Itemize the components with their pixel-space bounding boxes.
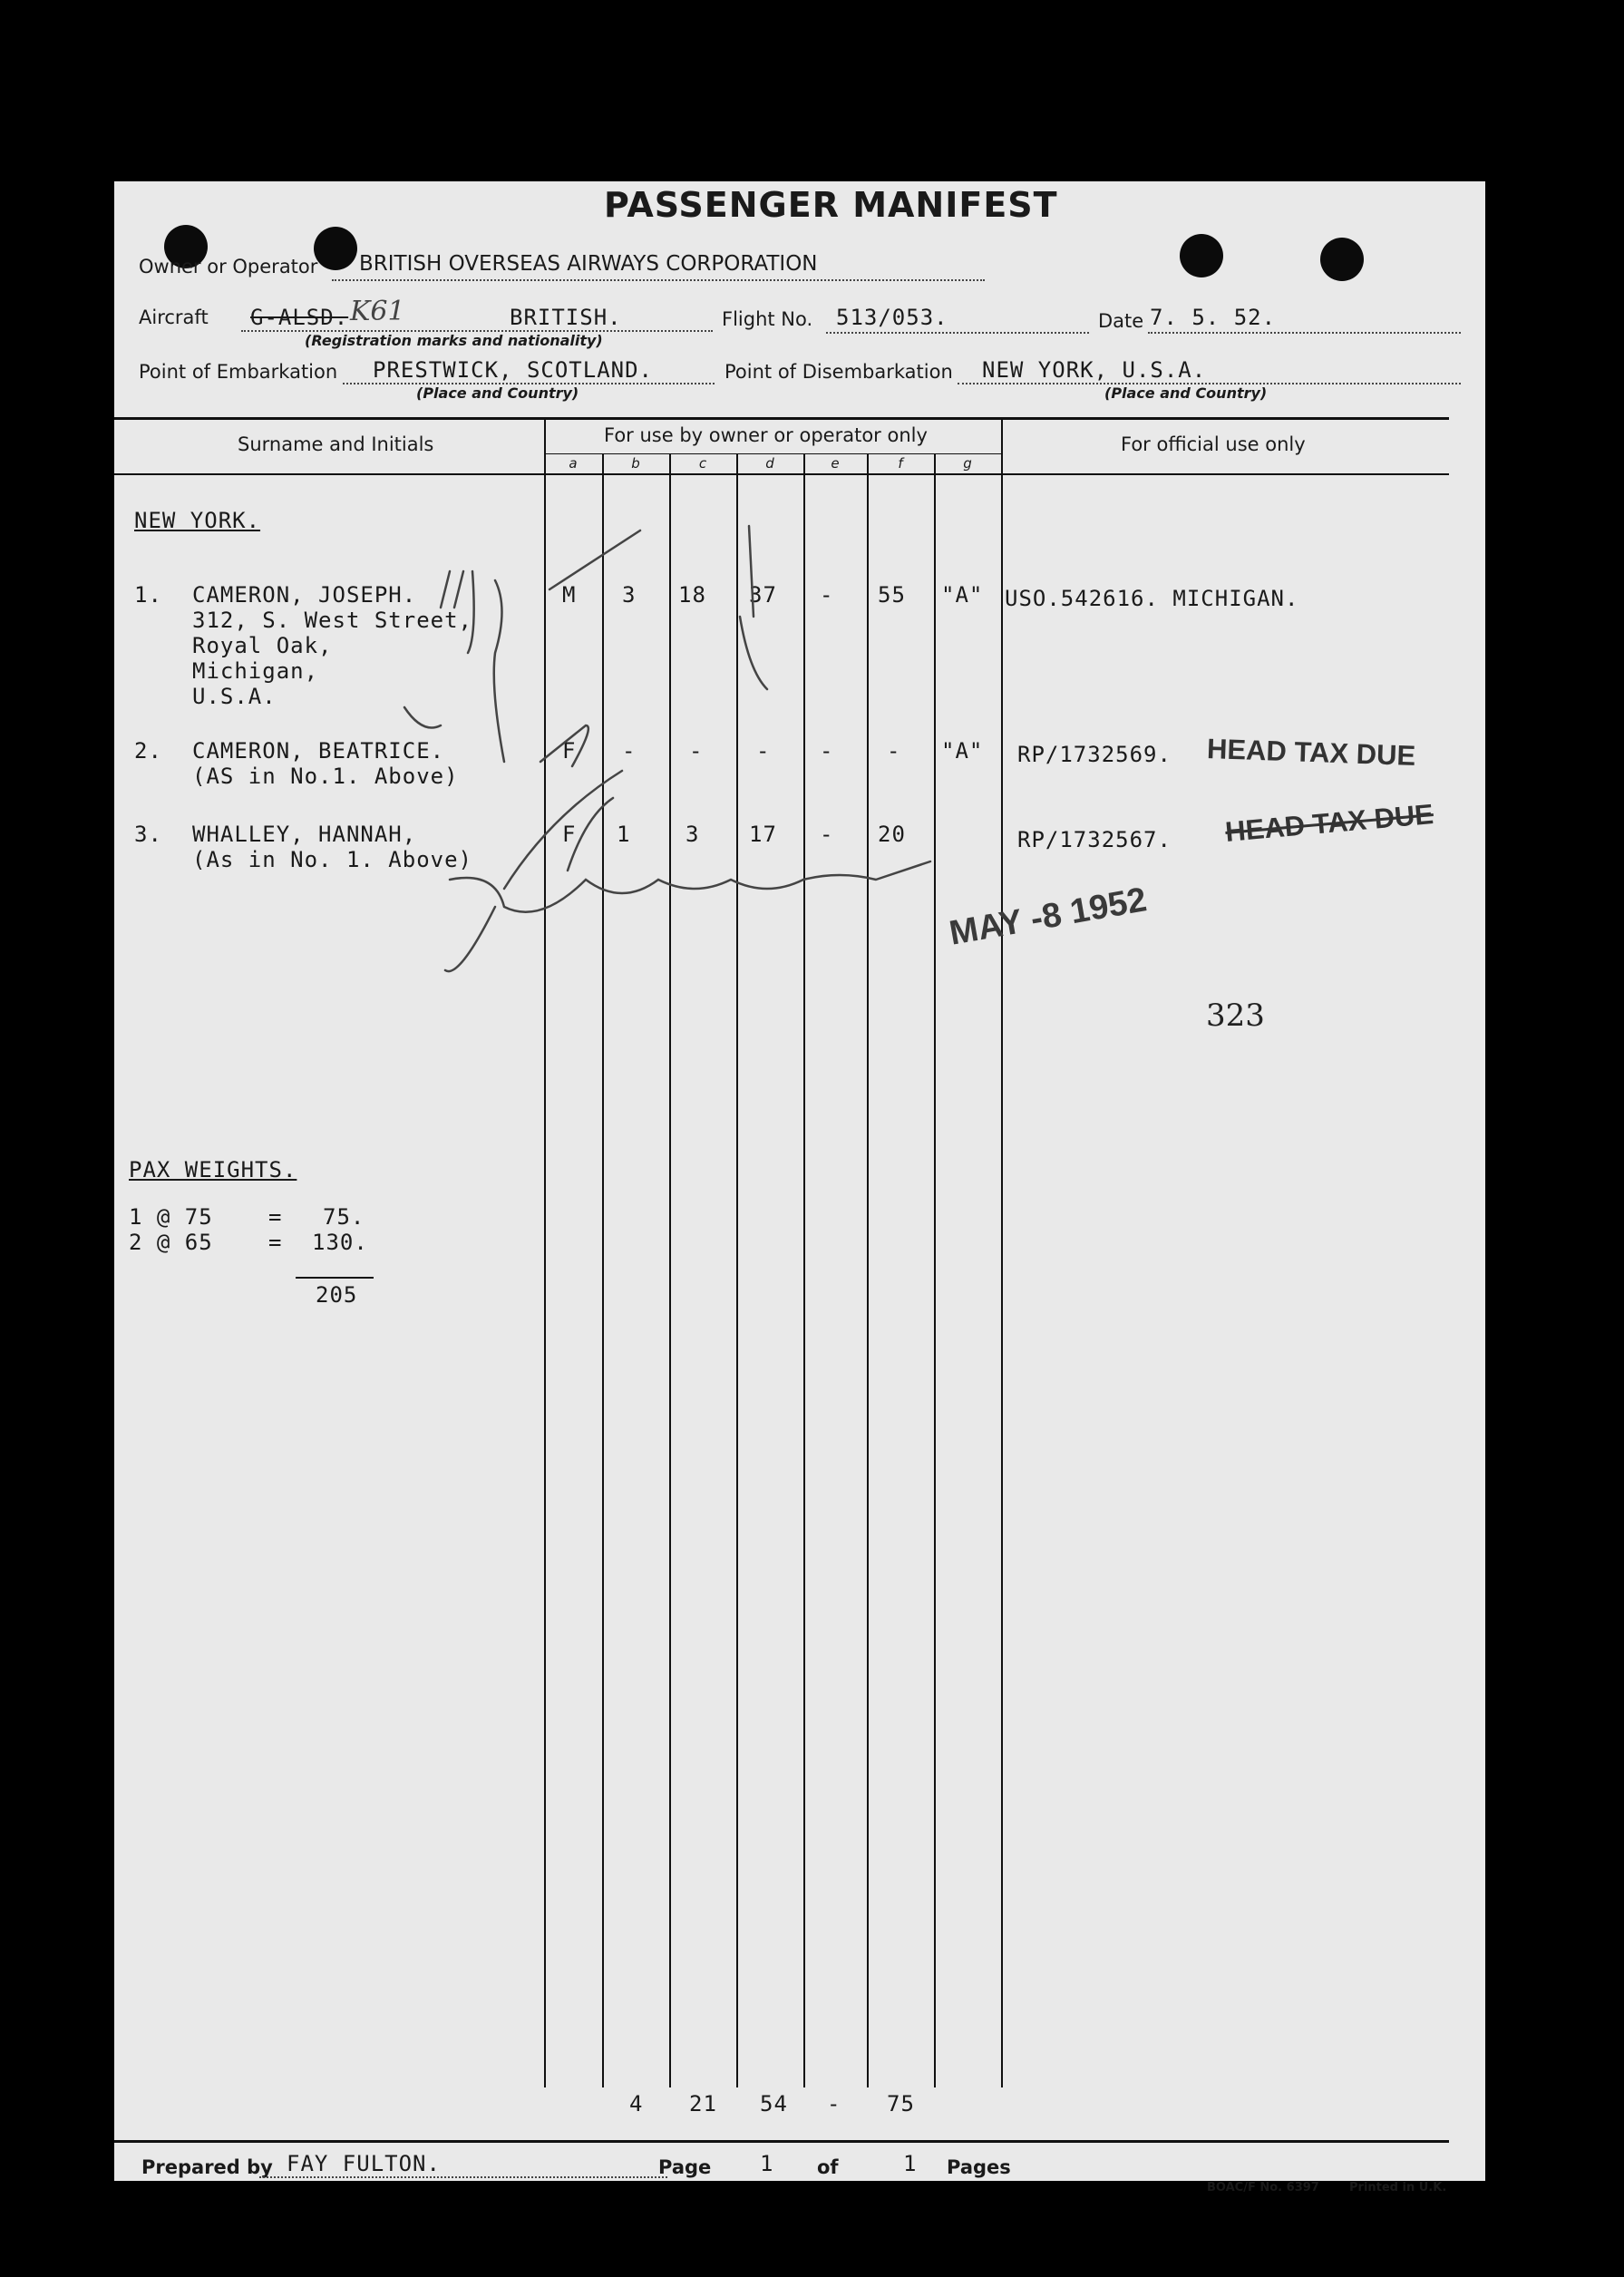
p1-col-d: 37 bbox=[749, 582, 777, 608]
col-header-official: For official use only bbox=[1121, 433, 1306, 455]
embark-caption: (Place and Country) bbox=[416, 384, 579, 402]
total-col-f: 75 bbox=[887, 2091, 915, 2116]
date-label: Date bbox=[1098, 310, 1144, 332]
p3-col-e: - bbox=[820, 822, 834, 847]
total-col-b: 4 bbox=[629, 2091, 644, 2116]
destination-heading: NEW YORK. bbox=[134, 508, 261, 533]
manifest-sheet bbox=[114, 181, 1485, 2194]
stamp-number: 323 bbox=[1206, 997, 1265, 1034]
p3-col-c: 3 bbox=[686, 822, 700, 847]
embark-label: Point of Embarkation bbox=[139, 361, 338, 383]
of-label: of bbox=[817, 2156, 839, 2178]
pax-weight-eq-2: = bbox=[268, 1230, 283, 1255]
total-col-c: 21 bbox=[689, 2091, 717, 2116]
p2-col-c: - bbox=[689, 738, 704, 764]
subcol-b: b bbox=[631, 455, 640, 472]
owner-value: BRITISH OVERSEAS AIRWAYS CORPORATION bbox=[359, 252, 818, 276]
total-col-e: - bbox=[827, 2091, 841, 2116]
p3-col-a: F bbox=[562, 822, 577, 847]
date-value: 7. 5. 52. bbox=[1150, 305, 1277, 330]
col-header-names: Surname and Initials bbox=[238, 433, 434, 455]
page-title: PASSENGER MANIFEST bbox=[604, 185, 1058, 225]
subcol-g: g bbox=[963, 455, 972, 472]
p2-col-b: - bbox=[622, 738, 637, 764]
p2-name: CAMERON, BEATRICE. bbox=[192, 738, 445, 764]
prepared-dotline bbox=[259, 2176, 667, 2178]
p3-num: 3. bbox=[134, 822, 162, 847]
p2-col-f: - bbox=[887, 738, 901, 764]
subcol-d: d bbox=[765, 455, 774, 472]
p2-col-d: - bbox=[756, 738, 771, 764]
footer-rule bbox=[114, 2140, 1449, 2143]
page-value: 1 bbox=[760, 2151, 774, 2176]
subcol-f: f bbox=[898, 455, 903, 472]
p1-col-g: "A" bbox=[941, 582, 984, 608]
pax-weight-total: 205 bbox=[316, 1282, 358, 1308]
p3-col-f: 20 bbox=[878, 822, 906, 847]
p2-col-g: "A" bbox=[941, 738, 984, 764]
p2-official: RP/1732569. bbox=[1017, 742, 1172, 767]
form-number: BOAC/F No. 6397 bbox=[1207, 2181, 1319, 2194]
pax-weight-expr-1: 1 @ 75 bbox=[129, 1204, 213, 1230]
subcol-a: a bbox=[569, 455, 578, 472]
p1-col-c: 18 bbox=[678, 582, 706, 608]
p2-col-e: - bbox=[820, 738, 834, 764]
p1-addr-1: 312, S. West Street, bbox=[192, 608, 472, 633]
p2-col-a: F bbox=[562, 738, 577, 764]
prepared-value: FAY FULTON. bbox=[287, 2151, 441, 2176]
disembark-value: NEW YORK, U.S.A. bbox=[982, 357, 1207, 383]
p3-official: RP/1732567. bbox=[1017, 827, 1172, 852]
p3-addr-1: (As in No. 1. Above) bbox=[192, 847, 472, 872]
embark-value: PRESTWICK, SCOTLAND. bbox=[373, 357, 653, 383]
date-received-stamp: MAY -8 1952 bbox=[946, 881, 1150, 953]
aircraft-handwritten: K61 bbox=[350, 296, 405, 327]
pax-weights-heading: PAX WEIGHTS. bbox=[129, 1157, 297, 1182]
p1-col-f: 55 bbox=[878, 582, 906, 608]
flight-value: 513/053. bbox=[836, 305, 948, 330]
p3-col-b: 1 bbox=[617, 822, 631, 847]
printed-in: Printed in U.K. bbox=[1349, 2181, 1447, 2194]
handwritten-marks bbox=[114, 181, 1485, 1179]
p1-addr-2: Royal Oak, bbox=[192, 633, 333, 658]
p1-num: 1. bbox=[134, 582, 162, 608]
p2-num: 2. bbox=[134, 738, 162, 764]
p2-head-tax-stamp: HEAD TAX DUE bbox=[1206, 732, 1416, 773]
p1-addr-4: U.S.A. bbox=[192, 684, 277, 709]
disembark-label: Point of Disembarkation bbox=[724, 361, 953, 383]
p1-col-e: - bbox=[820, 582, 834, 608]
aircraft-label: Aircraft bbox=[139, 307, 209, 328]
pax-weight-eq-1: = bbox=[268, 1204, 283, 1230]
pax-weight-val-2: 130. bbox=[312, 1230, 368, 1255]
subcol-e: e bbox=[831, 455, 840, 472]
disembark-caption: (Place and Country) bbox=[1104, 384, 1268, 402]
pax-weight-total-rule bbox=[296, 1277, 374, 1279]
p1-official: USO.542616. MICHIGAN. bbox=[1005, 586, 1299, 611]
subcol-c: c bbox=[698, 455, 707, 472]
total-col-d: 54 bbox=[760, 2091, 788, 2116]
owner-label: Owner or Operator bbox=[139, 256, 318, 277]
page-label: Page bbox=[658, 2156, 712, 2178]
p1-col-a: M bbox=[562, 582, 577, 608]
pages-label: Pages bbox=[947, 2156, 1011, 2178]
p1-addr-3: Michigan, bbox=[192, 658, 319, 684]
pax-weight-expr-2: 2 @ 65 bbox=[129, 1230, 213, 1255]
p3-name: WHALLEY, HANNAH, bbox=[192, 822, 417, 847]
prepared-label: Prepared by bbox=[141, 2156, 273, 2178]
p2-addr-1: (AS in No.1. Above) bbox=[192, 764, 459, 789]
aircraft-nationality: BRITISH. bbox=[510, 305, 622, 330]
aircraft-reg: G-ALSD. bbox=[250, 305, 349, 330]
p3-head-tax-stamp: HEAD TAX DUE bbox=[1223, 798, 1435, 848]
flight-label: Flight No. bbox=[722, 308, 813, 330]
of-value: 1 bbox=[903, 2151, 918, 2176]
p3-col-d: 17 bbox=[749, 822, 777, 847]
col-header-owner-use: For use by owner or operator only bbox=[604, 424, 928, 446]
p1-name: CAMERON, JOSEPH. bbox=[192, 582, 417, 608]
p1-col-b: 3 bbox=[622, 582, 637, 608]
pax-weight-val-1: 75. bbox=[323, 1204, 365, 1230]
aircraft-caption: (Registration marks and nationality) bbox=[305, 332, 603, 349]
